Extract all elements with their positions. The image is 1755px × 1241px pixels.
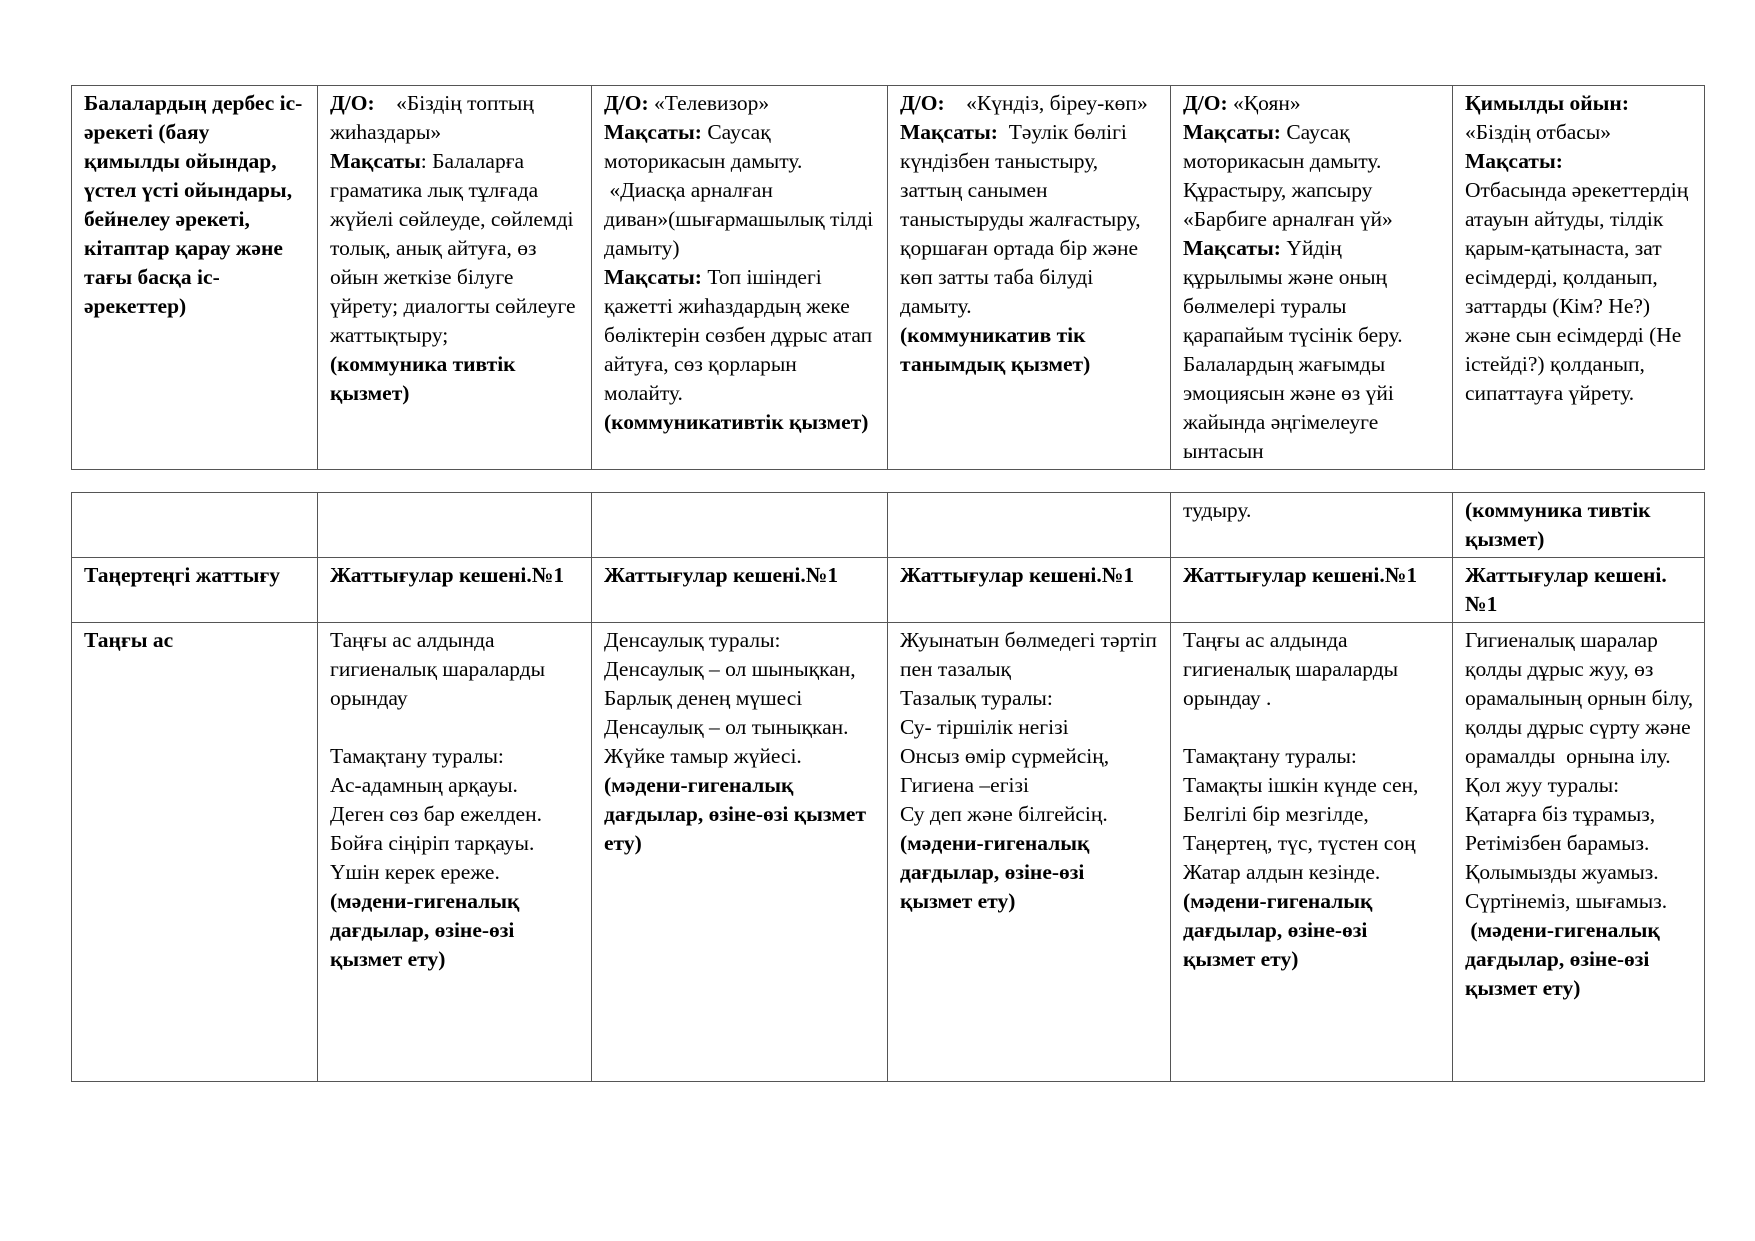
cell-text-line [604,742,877,771]
text: «Диасқа арналған диван»(шығармашылық тілді дамыту) [604,178,879,260]
bold-text: Мақсаты: [1465,149,1563,173]
text: Денсаулық – ол тынықкан. [604,715,849,739]
bold-text: (мәдени-гигеналық дағдылар, өзіне-өзі қызмет ету) [1183,889,1378,971]
text: Онсыз өмір сүрмейсің, [900,744,1110,768]
text: Тамақты ішкін күнде сен, [1183,773,1419,797]
bold-text: (мәдени-гигеналық дағдылар, өзіне-өзі қызмет ету) [900,831,1095,913]
text: Үйдің құрылымы және оның бөлмелері туралы қарапайым түсінік беру. Балалардың жағымды эмоциясын және өз үйі жайында әңгімелеуге ынтасын [1183,236,1408,463]
bold-text: (коммуника тивтік қызмет) [330,352,521,405]
cell-text-line [330,350,581,408]
cell-text-line [1183,89,1442,118]
cell-text-line [1465,916,1694,1003]
bold-text: (мәдени-гигеналық дағдылар, өзіне-өзі қызмет ету) [330,889,525,971]
text: Қолымызды жуамыз. [1465,860,1659,884]
cell-text-line [900,684,1160,713]
text: Таңғы ас алдында гигиеналық шараларды орындау . [1183,628,1404,710]
text: Үшін керек ереже. [330,860,500,884]
text: Тазалық туралы: [900,686,1053,710]
text: Барлық денең мүшесі [604,686,803,710]
cell-text-line [1183,626,1442,713]
cell-thursday [1171,493,1453,558]
cell-text-line [1183,771,1442,800]
cell-text-line [1183,234,1442,466]
cell-monday [318,86,592,470]
cell-text-line [1183,496,1442,525]
bold-text: Жаттығулар кешені.№1 [330,563,565,587]
bold-text: Жаттығулар кешені.№1 [604,563,839,587]
text: Қол жуу туралы: [1465,773,1620,797]
text: «Қоян» [1227,91,1301,115]
cell-text-line [900,713,1160,742]
cell-text-line [1183,742,1442,771]
cell-text-line [1183,713,1442,742]
row-label-independent-activity: Балалардың дербес іс-әрекеті (баяу қимылды ойындар, үстел үсті ойындары, бейнелеу әрекеті, кітаптар қарау және тағы басқа іс-әрекеттер) [72,86,318,470]
bold-text: Жаттығулар кешені.№1 [900,563,1135,587]
cell-text-line [900,626,1163,684]
cell-text-line [330,713,581,742]
text: Жуынатын бөлмедегі тәртіп пен тазалық [900,628,1163,681]
table-row-independent-activity [72,86,1705,470]
cell-text-line [900,561,1160,590]
cell-text-line [604,684,877,713]
bold-text: (коммуникативтік қызмет) [604,410,869,434]
cell-tuesday [592,558,888,623]
cell-text-line [604,408,877,437]
table-row-breakfast [72,623,1705,1082]
cell-text-line [330,742,581,771]
cell-text-line [900,800,1160,829]
bold-text: (мәдени-гигеналық дағдылар, өзіне-өзі қызмет ету) [1465,918,1666,1000]
text: Тәулік бөлігі күндізбен таныстыру, заттың санымен таныстыруды жалғастыру, қоршаған ортада бір және көп затты таба білуді дамыту. [900,120,1147,318]
cell-text-line [604,626,877,655]
text: Ас-адамның арқауы. [330,773,518,797]
cell-tuesday [592,623,888,1082]
row-label-empty [72,493,318,558]
cell-friday [1453,623,1705,1082]
cell-tuesday [592,493,888,558]
text: Жатар алдын кезінде. [1183,860,1381,884]
text: Тамақтану туралы: [330,744,504,768]
text: «Біздің отбасы» [1465,120,1612,144]
cell-text-line [1183,887,1442,974]
cell-thursday [1171,623,1453,1082]
cell-text-line [604,118,877,176]
cell-text-line [900,771,1160,800]
cell-text-line [604,263,877,408]
bold-text: Д/О: [900,91,945,115]
text [1183,715,1188,739]
text: Сүртінеміз, шығамыз. [1465,889,1668,913]
text: Су деп және білгейсің. [900,802,1108,826]
cell-text-line [604,771,877,858]
text: Су- тіршілік негізі [900,715,1069,739]
text: Тамақтану туралы: [1183,744,1357,768]
text: Ретімізбен барамыз. [1465,831,1650,855]
bold-text: (коммуника тивтік қызмет) [1465,498,1656,551]
text: тудыру. [1183,498,1252,522]
cell-friday [1453,493,1705,558]
cell-text-line [1465,118,1694,147]
bold-text: Жаттығулар кешені.№1 [1465,563,1667,616]
text: Деген сөз бар ежелден. [330,802,542,826]
cell-text-line [604,89,877,118]
text: Гигиена –егізі [900,773,1029,797]
text: Топ ішіндегі қажетті жиһаздардың жеке бөліктерін сөзбен дұрыс атап айтуға, сөз қорларын молайту. [604,265,878,405]
bold-text: Д/О: [330,91,375,115]
cell-text-line [1465,829,1694,858]
cell-friday [1453,558,1705,623]
text: «Телевизор» [648,91,770,115]
cell-text-line [330,800,581,829]
cell-wednesday [888,623,1171,1082]
cell-text-line [330,829,581,858]
text: Бойға сіңіріп тарқауы. [330,831,535,855]
cell-text-line [1183,829,1442,858]
cell-text-line [330,858,581,887]
cell-text-line [330,771,581,800]
cell-wednesday [888,86,1171,470]
schedule-table-bottom [71,492,1705,1082]
cell-text-line [330,89,581,147]
text: Таңертең, түс, түстен соң [1183,831,1416,855]
cell-text-line [1465,496,1694,554]
cell-text-line [1183,858,1442,887]
cell-text-line [900,321,1160,379]
text: Жүйке тамыр жүйесі. [604,744,802,768]
bold-text: Мақсаты: [604,265,702,289]
cell-text-line [330,147,581,350]
cell-text-line [1465,800,1694,829]
cell-text-line [1183,118,1442,234]
table-row-continuation [72,493,1705,558]
cell-text-line [1465,147,1694,176]
cell-text-line [1465,858,1694,887]
text [330,715,335,739]
bold-text: (коммуникатив тік танымдық қызмет) [900,323,1091,376]
text: Қатарға біз тұрамыз, [1465,802,1656,826]
cell-text-line [604,176,877,263]
table-row-morning-exercise [72,558,1705,623]
cell-text-line [1465,771,1694,800]
cell-text-line [900,829,1160,916]
cell-wednesday [888,493,1171,558]
text: Денсаулық – ол шынықкан, [604,657,856,681]
cell-monday [318,558,592,623]
cell-text-line [1465,626,1699,771]
text: Таңғы ас алдында гигиеналық шараларды орындау [330,628,551,710]
row-label-breakfast: Таңғы ас [72,623,318,1082]
cell-monday [318,493,592,558]
row-label-morning-exercise: Таңертеңгі жаттығу [72,558,318,623]
bold-text: Д/О: [604,91,649,115]
cell-text-line [604,655,877,684]
cell-text-line [604,713,877,742]
cell-text-line [1183,561,1442,590]
cell-text-line [1183,800,1442,829]
bold-text: Мақсаты: [1183,120,1281,144]
text: Саусақ моторикасын дамыту. [604,120,803,173]
cell-text-line [900,742,1160,771]
text: : Балаларға граматика лық тұлғада жүйелі сөйлеуде, сөйлемді толық, анық айтуға, өз ойын жеткізе білуге үйрету; диалогты сөйлеуге жаттықтыру; [330,149,581,347]
bold-text: Д/О: [1183,91,1228,115]
bold-text: Мақсаты: [604,120,702,144]
cell-monday [318,623,592,1082]
cell-text-line [900,118,1160,321]
bold-text: Мақсаты: [900,120,998,144]
text: Гигиеналық шаралар қолды дұрыс жуу, өз орамалының орнын білу, қолды дұрыс сүрту және орамалды орнына ілу. [1465,628,1699,768]
cell-text-line [330,626,581,713]
schedule-table-top [71,85,1705,470]
text: Белгілі бір мезгілде, [1183,802,1369,826]
cell-tuesday [592,86,888,470]
cell-thursday [1171,86,1453,470]
cell-friday [1453,86,1705,470]
cell-text-line [330,887,581,974]
text: Отбасында әрекеттердің атауын айтуды, тілдік қарым-қатынаста, зат есімдерді, қолданып, заттарды (Кім? Не?) және сын есімдерді (Не істейді?) қолданып, сипаттауға үйрету. [1465,178,1694,405]
text: Денсаулық туралы: [604,628,781,652]
cell-wednesday [888,558,1171,623]
cell-text-line [330,561,581,590]
text: Саусақ моторикасын дамыту. Құрастыру, жапсыру «Барбиге арналған үй» [1183,120,1393,231]
cell-text-line [1465,561,1694,619]
cell-thursday [1171,558,1453,623]
cell-text-line [1465,89,1694,118]
text: «Күндіз, біреу-көп» [944,91,1148,115]
bold-text: Жаттығулар кешені.№1 [1183,563,1418,587]
text: «Біздің топтың жиһаздары» [330,91,540,144]
bold-text: Мақсаты: [1183,236,1281,260]
cell-text-line [900,89,1160,118]
cell-text-line [604,561,877,590]
bold-text: (мәдени-гигеналық дағдылар, өзіне-өзі қызмет ету) [604,773,872,855]
cell-text-line [1465,176,1694,408]
cell-text-line [1465,887,1694,916]
bold-text: Қимылды ойын: [1465,91,1629,115]
bold-text: Мақсаты [330,149,421,173]
